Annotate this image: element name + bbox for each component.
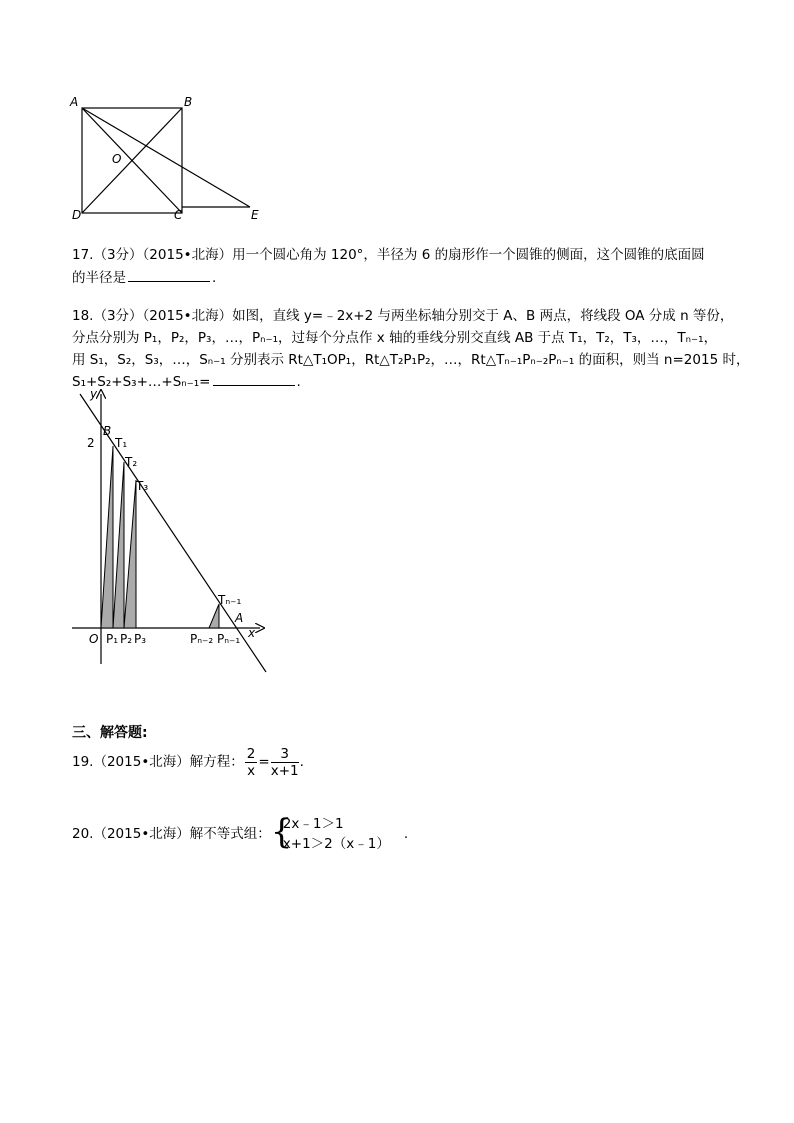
label-o: O (112, 152, 122, 166)
q19-rhs-fraction (271, 746, 299, 779)
q20-prefix: 20.（2015•北海）解不等式组： (72, 826, 271, 842)
line-graph-diagram (70, 386, 280, 678)
label-pn2: Pₙ₋₂ (190, 632, 214, 646)
q18-answer-blank (213, 371, 295, 386)
label-a: A (70, 95, 79, 109)
label-p1: P₁ (106, 632, 119, 646)
label-x: x (248, 626, 256, 640)
q20-row1: 2x﹣1＞1 (282, 816, 344, 832)
q19-rhs-numerator: 3 (271, 746, 299, 763)
q20-row2: x+1＞2（x﹣1） (282, 836, 390, 852)
triangle-s3 (124, 480, 136, 628)
label-b: B (184, 95, 193, 109)
label-a-graph: A (235, 611, 244, 625)
label-tn1: Tₙ₋₁ (218, 593, 242, 607)
q19-rhs-denominator: x+1 (270, 762, 299, 779)
q19-equals: = (258, 754, 270, 770)
q19-lhs-numerator: 2 (246, 745, 256, 762)
q20-suffix: . (403, 826, 409, 842)
label-t3: T₃ (136, 479, 149, 493)
q19-line (72, 744, 304, 780)
label-p3: P₃ (134, 632, 147, 646)
square-diagram (66, 92, 276, 222)
triangle-s1 (101, 446, 113, 628)
triangle-s2 (113, 462, 124, 628)
q19-lhs-denominator: x (247, 762, 256, 779)
label-t2: T₂ (125, 455, 138, 469)
label-b-graph: B (103, 424, 112, 438)
label-d: D (72, 208, 82, 222)
q17-answer-blank (128, 267, 210, 282)
segment-ae (82, 108, 250, 207)
q20-brace: { (270, 812, 293, 852)
q17-line2-pre: 的半径是 (72, 270, 126, 286)
label-2: 2 (87, 436, 95, 450)
q17-line2-post: . (212, 270, 217, 286)
q18-line1: 18.（3分）（2015•北海）如图，直线 y=﹣2x+2 与两坐标轴分别交于 A、B 两点，将线段 OA 分成 n 等份， (72, 308, 734, 324)
label-pn1: Pₙ₋₁ (217, 632, 241, 646)
q18-line4-post: . (296, 374, 301, 390)
q18-line4-pre: S₁+S₂+S₃+…+Sₙ₋₁= (72, 374, 211, 390)
q17-line1: 17.（3分）（2015•北海）用一个圆心角为 120°，半径为 6 的扇形作一个圆锥的侧面，这个圆锥的底面圆 (72, 247, 705, 263)
q20-inequality-system (271, 814, 390, 854)
label-p2: P₂ (120, 632, 133, 646)
q19-lhs-fraction (245, 746, 258, 779)
triangle-sn1 (209, 604, 219, 628)
label-o-graph: O (89, 632, 99, 646)
label-t1: T₁ (115, 436, 128, 450)
label-c: C (174, 208, 183, 222)
q19-prefix: 19.（2015•北海）解方程： (72, 754, 244, 770)
label-e: E (251, 208, 259, 222)
label-y: y (90, 387, 98, 401)
q20-line (72, 812, 408, 856)
section-title: 三、解答题: (72, 725, 148, 741)
q17-line2 (72, 267, 216, 288)
q18-line3: 用 S₁，S₂，S₃，…，Sₙ₋₁ 分别表示 Rt△T₁OP₁，Rt△T₂P₁P₂，…，Rt△Tₙ₋₁Pₙ₋₂Pₙ₋₁ 的面积，则当 n=2015 时， (72, 352, 750, 368)
q18-line2: 分点分别为 P₁，P₂，P₃，…，Pₙ₋₁，过每个分点作 x 轴的垂线分别交直线 AB 于点 T₁，T₂，T₃，…，Tₙ₋₁， (72, 330, 718, 346)
q19-suffix: . (299, 754, 304, 770)
